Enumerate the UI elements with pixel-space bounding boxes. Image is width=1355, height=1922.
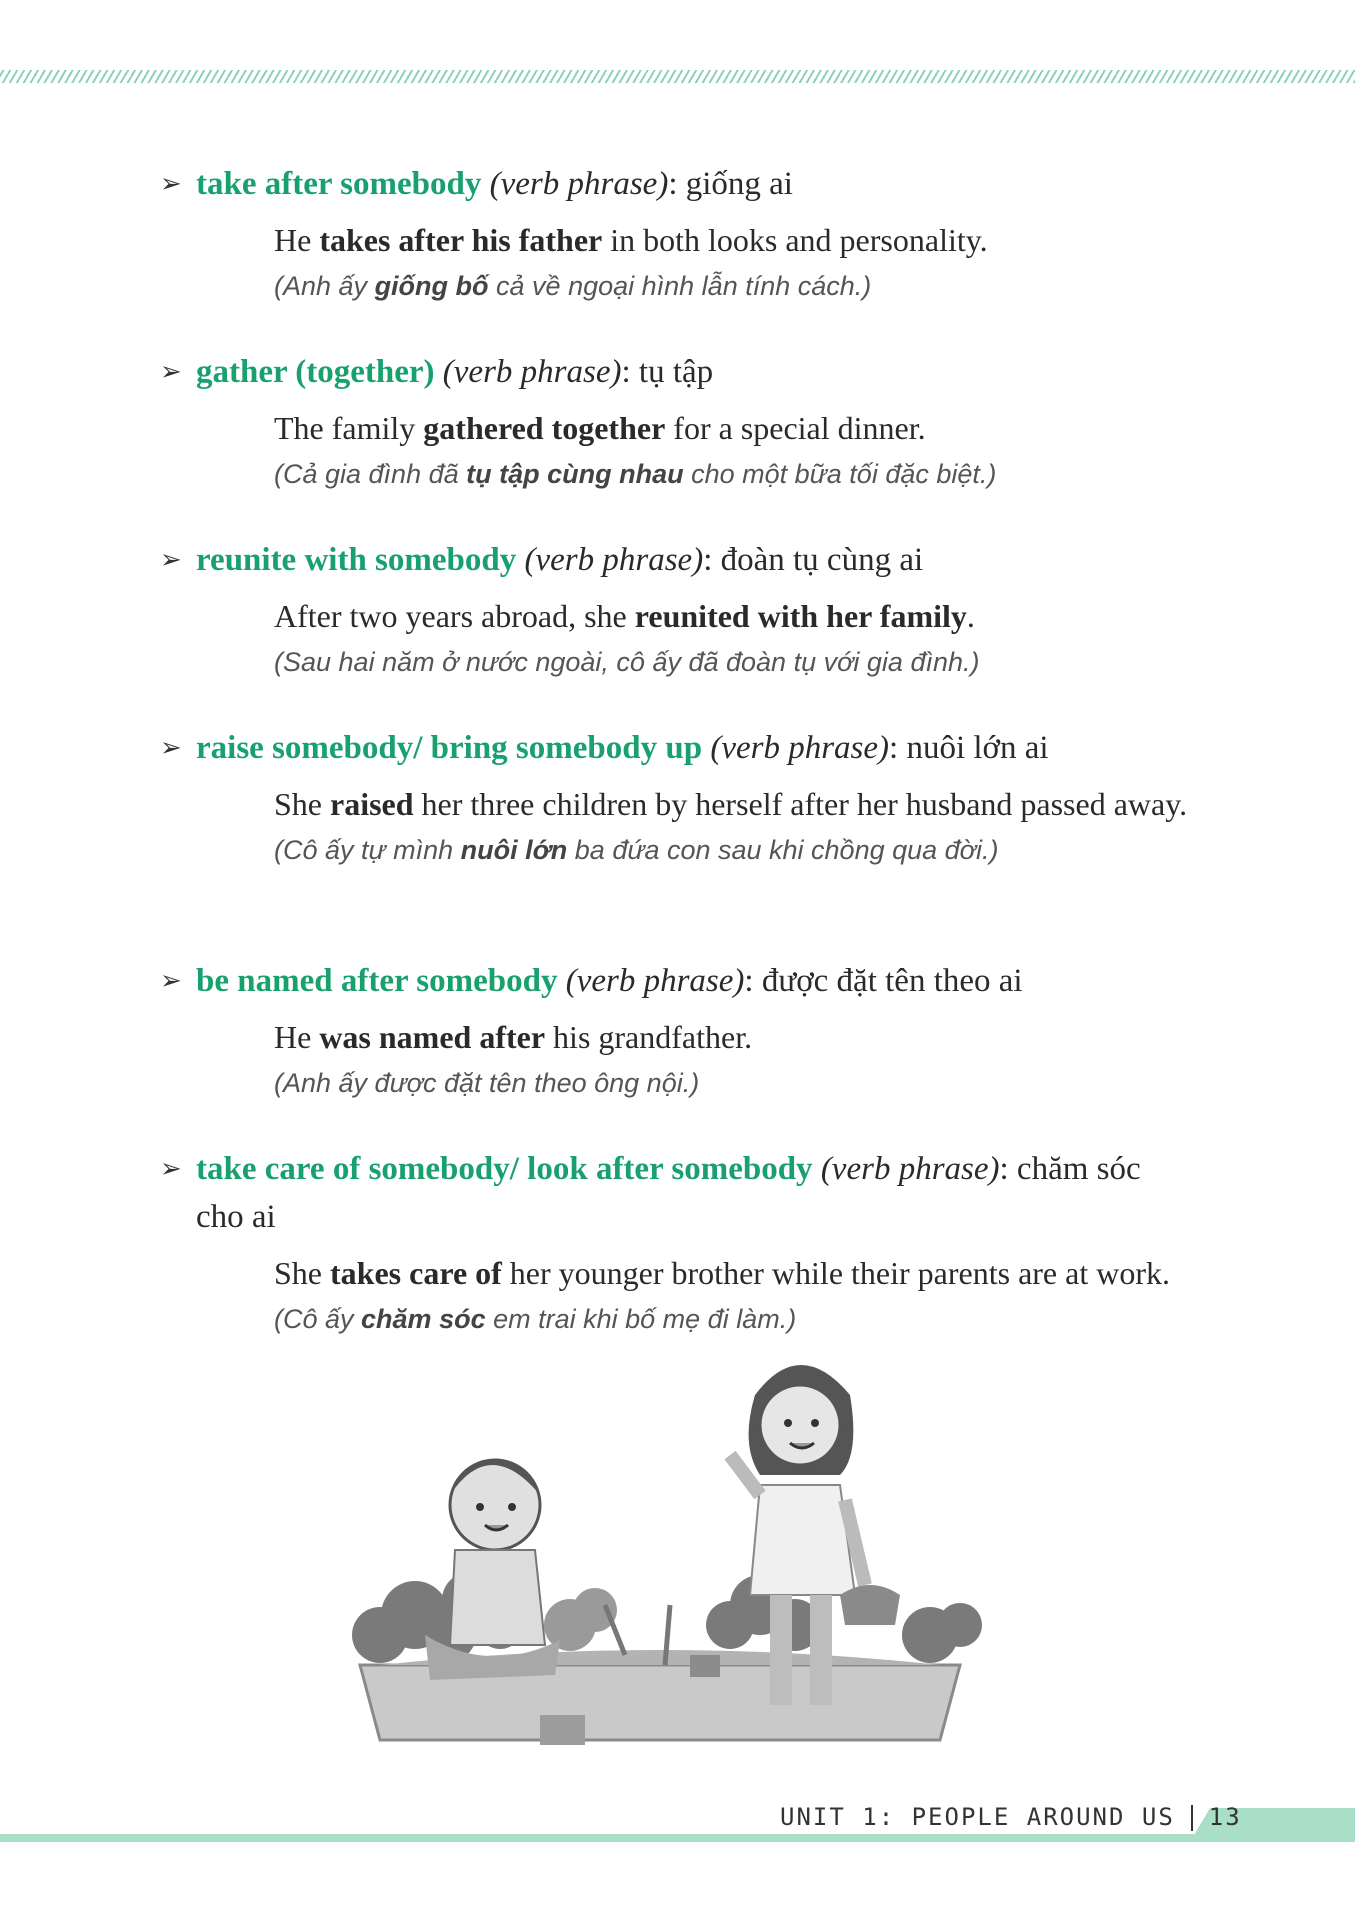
translation-highlight: giống bố xyxy=(374,271,489,301)
vocab-entry xyxy=(160,724,1190,870)
sand-castle xyxy=(540,1715,585,1745)
example-sentence xyxy=(274,1251,1190,1295)
entry-heading xyxy=(160,724,1190,772)
example-sentence xyxy=(274,406,1190,450)
translation xyxy=(274,830,1190,870)
entry-heading xyxy=(160,957,1190,1005)
example-highlight: reunited with her family xyxy=(634,598,967,634)
example-highlight: takes after his father xyxy=(319,222,603,258)
example-highlight: takes care of xyxy=(330,1255,502,1291)
example-text: his grandfather. xyxy=(545,1019,753,1055)
arrow-bullet-icon: ➢ xyxy=(160,169,182,198)
example-text: in both looks and personality. xyxy=(602,222,988,258)
vocab-entry xyxy=(160,1145,1190,1339)
arrow-bullet-icon: ➢ xyxy=(160,1154,182,1183)
translation xyxy=(274,642,1190,682)
entry-term: reunite with somebody xyxy=(196,542,517,578)
arrow-bullet-icon: ➢ xyxy=(160,545,182,574)
example-highlight: was named after xyxy=(319,1019,546,1055)
translation-highlight: chăm sóc xyxy=(361,1304,486,1334)
entry-meaning: : chăm sóc cho ai xyxy=(196,1151,1141,1235)
entry-pos: (verb phrase) xyxy=(489,166,669,202)
translation xyxy=(274,1299,1190,1339)
example-text: He xyxy=(274,222,320,258)
translation-text: (Anh ấy được đặt tên theo ông nội.) xyxy=(274,1068,700,1098)
example-text: She xyxy=(274,1255,330,1291)
unit-title: UNIT 1: PEOPLE AROUND US xyxy=(780,1803,1175,1831)
translation-highlight: nuôi lớn xyxy=(460,835,568,865)
footer-separator xyxy=(1191,1805,1193,1831)
example-text: She xyxy=(274,786,330,822)
translation-text: ba đứa con sau khi chồng qua đời.) xyxy=(567,835,999,865)
entry-meaning: : giống ai xyxy=(668,166,793,202)
entry-term: take care of somebody/ look after somebody xyxy=(196,1151,813,1187)
translation-highlight: tụ tập cùng nhau xyxy=(466,459,684,489)
translation xyxy=(274,454,1190,494)
bucket xyxy=(690,1655,720,1677)
translation-text: em trai khi bố mẹ đi làm.) xyxy=(485,1304,797,1334)
vocab-entry xyxy=(160,348,1190,494)
entry-term: take after somebody xyxy=(196,166,482,202)
page-number: 13 xyxy=(1208,1803,1242,1831)
example-sentence xyxy=(274,594,1190,638)
entry-pos: (verb phrase) xyxy=(524,542,704,578)
translation-text: (Cả gia đình đã xyxy=(274,459,467,489)
footer xyxy=(780,1803,1242,1831)
translation xyxy=(274,1063,1190,1103)
entry-term: be named after somebody xyxy=(196,963,558,999)
translation-text: (Anh ấy xyxy=(274,271,375,301)
translation-text: (Cô ấy tự mình xyxy=(274,835,461,865)
example-text: her three children by herself after her husband passed away. xyxy=(413,786,1188,822)
footer-band xyxy=(0,1834,1355,1842)
entry-pos: (verb phrase) xyxy=(820,1151,1000,1187)
translation-text: cả về ngoại hình lẫn tính cách.) xyxy=(488,271,872,301)
entry-heading xyxy=(160,1145,1190,1241)
arrow-bullet-icon: ➢ xyxy=(160,733,182,762)
entry-pos: (verb phrase) xyxy=(710,730,890,766)
vocab-entry xyxy=(160,957,1190,1103)
example-text: He xyxy=(274,1019,320,1055)
vocab-entry xyxy=(160,536,1190,682)
entry-heading xyxy=(160,536,1190,584)
translation-text: (Sau hai năm ở nước ngoài, cô ấy đã đoàn tụ với gia đình.) xyxy=(274,647,980,677)
example-text: her younger brother while their parents are at work. xyxy=(501,1255,1170,1291)
translation xyxy=(274,266,1190,306)
vocab-entry xyxy=(160,160,1190,306)
translation-text: (Cô ấy xyxy=(274,1304,362,1334)
entry-term: raise somebody/ bring somebody up xyxy=(196,730,703,766)
example-text: After two years abroad, she xyxy=(274,598,635,634)
top-decorative-border xyxy=(0,70,1355,83)
entry-meaning: : được đặt tên theo ai xyxy=(744,963,1023,999)
translation-text: cho một bữa tối đặc biệt.) xyxy=(683,459,997,489)
entry-meaning: : tụ tập xyxy=(621,354,714,390)
example-sentence xyxy=(274,782,1190,826)
arrow-bullet-icon: ➢ xyxy=(160,966,182,995)
example-highlight: raised xyxy=(330,786,414,822)
children-playing-illustration xyxy=(340,1335,1000,1755)
entry-meaning: : nuôi lớn ai xyxy=(889,730,1049,766)
entry-heading xyxy=(160,348,1190,396)
bush-middle xyxy=(544,1588,617,1651)
entry-term: gather (together) xyxy=(196,354,435,390)
example-text: for a special dinner. xyxy=(665,410,926,446)
example-text: . xyxy=(966,598,975,634)
example-highlight: gathered together xyxy=(423,410,666,446)
entry-pos: (verb phrase) xyxy=(565,963,745,999)
example-sentence xyxy=(274,1015,1190,1059)
arrow-bullet-icon: ➢ xyxy=(160,357,182,386)
entry-meaning: : đoàn tụ cùng ai xyxy=(703,542,924,578)
entry-pos: (verb phrase) xyxy=(442,354,622,390)
example-text: The family xyxy=(274,410,424,446)
example-sentence xyxy=(274,218,1190,262)
entry-heading xyxy=(160,160,1190,208)
